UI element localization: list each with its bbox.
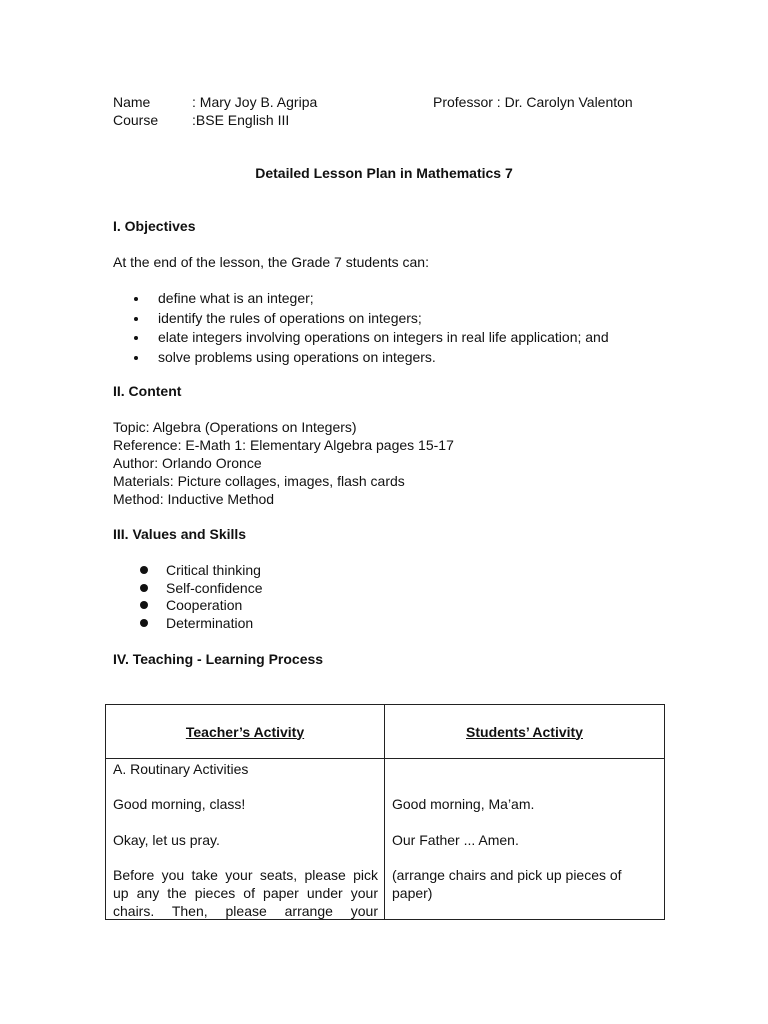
professor-line: Professor : Dr. Carolyn Valenton bbox=[433, 94, 633, 110]
list-item: Self-confidence bbox=[113, 579, 263, 597]
document-title: Detailed Lesson Plan in Mathematics 7 bbox=[255, 165, 513, 181]
activity-table bbox=[105, 704, 665, 920]
name-value: : Mary Joy B. Agripa bbox=[192, 94, 318, 110]
teacher-seats-line-2: up any the pieces of paper under your bbox=[113, 885, 378, 901]
teacher-pray: Okay, let us pray. bbox=[113, 832, 220, 848]
process-heading: IV. Teaching - Learning Process bbox=[113, 651, 324, 667]
list-item: Determination bbox=[113, 614, 263, 632]
routinary-activities: A. Routinary Activities bbox=[113, 761, 249, 777]
course-value: :BSE English III bbox=[192, 112, 290, 128]
content-method: Method: Inductive Method bbox=[113, 491, 275, 507]
list-item: Cooperation bbox=[113, 596, 263, 614]
students-activity-cell bbox=[385, 759, 665, 920]
list-item: elate integers involving operations on integers in real life application; and bbox=[113, 328, 609, 348]
objectives-heading: I. Objectives bbox=[113, 218, 196, 234]
teacher-activity-header: Teacher’s Activity bbox=[106, 705, 385, 759]
name-label: Name bbox=[113, 94, 151, 110]
values-list bbox=[113, 561, 263, 632]
students-arrange-line-1: (arrange chairs and pick up pieces of bbox=[392, 867, 622, 883]
content-author: Author: Orlando Oronce bbox=[113, 455, 262, 471]
objectives-list bbox=[113, 289, 609, 367]
content-materials: Materials: Picture collages, images, flash cards bbox=[113, 473, 405, 489]
teacher-seats-line-1: Before you take your seats, please pick bbox=[113, 867, 378, 883]
students-pray: Our Father ... Amen. bbox=[392, 832, 519, 848]
list-item: Critical thinking bbox=[113, 561, 263, 579]
teacher-greeting: Good morning, class! bbox=[113, 796, 246, 812]
students-arrange-line-2: paper) bbox=[392, 885, 433, 901]
students-greeting: Good morning, Ma’am. bbox=[392, 796, 535, 812]
list-item: identify the rules of operations on integers; bbox=[113, 309, 609, 329]
table-row bbox=[106, 759, 665, 920]
content-topic: Topic: Algebra (Operations on Integers) bbox=[113, 419, 357, 435]
values-heading: III. Values and Skills bbox=[113, 526, 247, 542]
content-heading: II. Content bbox=[113, 383, 182, 399]
list-item: solve problems using operations on integers. bbox=[113, 348, 609, 368]
content-reference: Reference: E-Math 1: Elementary Algebra pages 15-17 bbox=[113, 437, 454, 453]
teacher-seats-line-3: chairs. Then, please arrange your bbox=[113, 903, 378, 919]
students-activity-header: Students’ Activity bbox=[385, 705, 665, 759]
objectives-intro: At the end of the lesson, the Grade 7 students can: bbox=[113, 254, 429, 270]
teacher-activity-cell bbox=[106, 759, 385, 920]
content-details bbox=[113, 418, 454, 508]
list-item: define what is an integer; bbox=[113, 289, 609, 309]
course-label: Course bbox=[113, 112, 159, 128]
table-header-row bbox=[106, 705, 665, 759]
